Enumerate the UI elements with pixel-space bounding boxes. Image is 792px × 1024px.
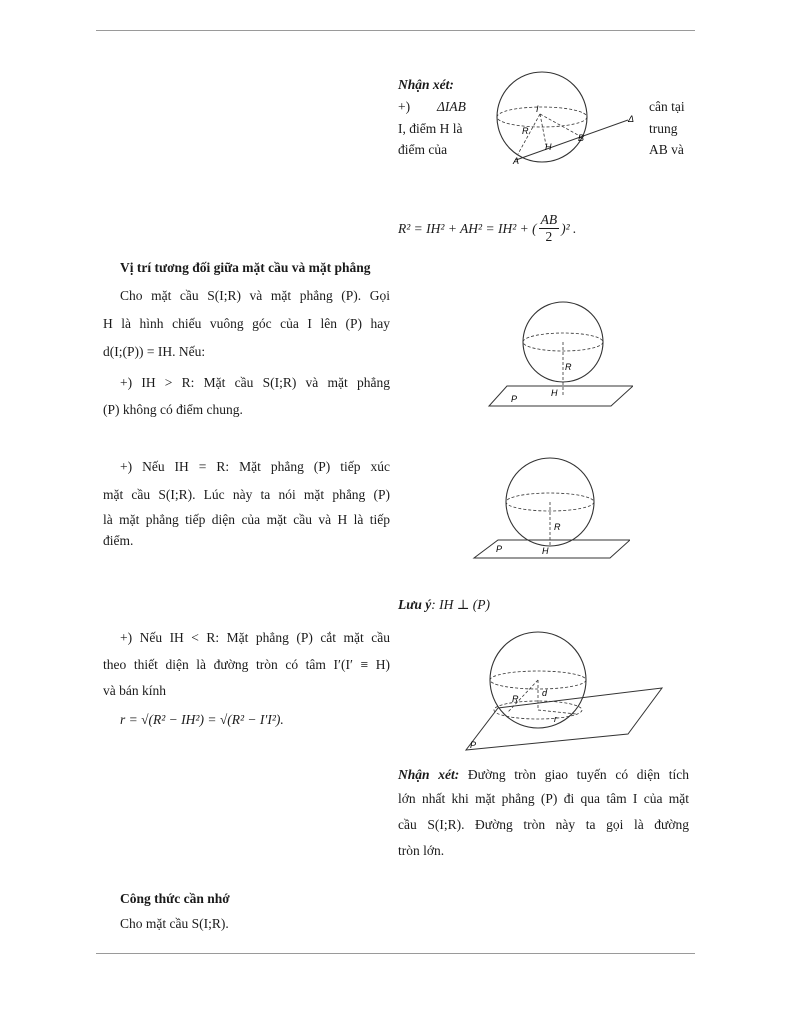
section-heading-relative-position: Vị trí tương đối giữa mặt cầu và mặt phẳng xyxy=(120,260,371,275)
intro-line-2: H là hình chiếu vuông góc của I lên (P) hay xyxy=(103,316,390,331)
note-label: Lưu ý xyxy=(398,597,432,612)
formula-lhs: R² = IH² + AH² = IH² + ( xyxy=(398,220,537,236)
remark-1-line-2c: trung xyxy=(649,121,678,136)
fig4-label-d: d xyxy=(542,688,548,698)
sphere-line-figure xyxy=(470,62,650,172)
fig4-label-r: R xyxy=(512,694,519,704)
fig2-label-r: R xyxy=(565,362,572,372)
sphere-intersect-figure xyxy=(458,630,664,754)
remark-1-title: Nhận xét: xyxy=(398,77,454,92)
case-3-line-1: +) Nếu IH < R: Mặt phẳng (P) cắt mặt cầu xyxy=(120,630,390,645)
remark-2-text-1: Đường tròn giao tuyến có diện tích xyxy=(459,767,689,782)
remark-1-line-1a: +) xyxy=(398,99,411,114)
case-2-line-4: điểm. xyxy=(103,533,134,548)
formula-numerator: AB xyxy=(540,212,558,227)
case-3-line-2: theo thiết diện là đường tròn có tâm I′(I′ ≡ H) xyxy=(103,657,390,672)
fig4-label-small-r: r xyxy=(554,714,557,724)
sphere-no-intersection-figure xyxy=(483,298,633,410)
intro-line-1: Cho mặt cầu S(I;R) và mặt phẳng (P). Gọi xyxy=(120,288,390,303)
formula-pythagoras xyxy=(398,212,576,245)
remark-2-line-2: lớn nhất khi mặt phẳng (P) đi qua tâm I của mặt xyxy=(398,791,689,806)
case-3-radius-formula: r = √(R² − IH²) = √(R² − I′I²). xyxy=(120,712,284,727)
remark-2-line-1 xyxy=(398,762,689,788)
case-2-line-2: mặt cầu S(I;R). Lúc này ta nói mặt phẳng (P) xyxy=(103,487,390,502)
bottom-rule xyxy=(96,953,695,954)
formulas-intro: Cho mặt cầu S(I;R). xyxy=(120,916,229,931)
case-1-line-1: +) IH > R: Mặt cầu S(I;R) và mặt phẳng xyxy=(120,375,390,390)
fig1-label-i: I xyxy=(536,104,539,114)
top-rule xyxy=(96,30,695,31)
intro-line-3: d(I;(P)) = IH. Nếu: xyxy=(103,344,206,359)
formula-rhs: )² . xyxy=(561,220,577,236)
fig3-label-h: H xyxy=(542,546,549,556)
case-1-line-2: (P) không có điểm chung. xyxy=(103,402,243,417)
fig3-label-p: P xyxy=(496,544,503,554)
fig1-label-b: B xyxy=(578,133,585,143)
fig4-label-p: P xyxy=(470,740,477,750)
fig2-label-h: H xyxy=(551,388,558,398)
formula-denominator: 2 xyxy=(545,229,553,244)
fig3-label-r: R xyxy=(554,522,561,532)
case-3-line-3: và bán kính xyxy=(103,683,166,698)
fig1-label-a: A xyxy=(513,156,520,166)
case-2-line-3: là mặt phẳng tiếp diện của mặt cầu và H là tiếp xyxy=(103,512,390,527)
fig1-label-r: R xyxy=(522,126,529,136)
remark-1-line-3a: điểm của xyxy=(398,142,448,157)
remark-2-line-3: cầu S(I;R). Đường tròn này ta gọi là đường xyxy=(398,817,689,832)
remark-1-line-2a: I, điểm H là xyxy=(398,121,463,136)
fig1-label-delta: Δ xyxy=(628,114,635,124)
remark-2-title: Nhận xét: xyxy=(398,767,460,782)
remark-1-line-1b: ΔIAB xyxy=(437,99,466,114)
note-text: : IH ⊥ (P) xyxy=(431,597,491,612)
fig2-label-p: P xyxy=(511,394,518,404)
remark-1-line-1c: cân tại xyxy=(649,99,685,114)
sphere-tangent-figure xyxy=(470,456,630,560)
section-heading-formulas: Công thức cần nhớ xyxy=(120,891,230,906)
remark-2-line-4: tròn lớn. xyxy=(398,843,445,858)
remark-1-line-3c: AB và xyxy=(649,142,684,157)
note-perpendicular xyxy=(398,592,490,618)
case-2-line-1: +) Nếu IH = R: Mặt phẳng (P) tiếp xúc xyxy=(120,459,390,474)
fig1-label-h: H xyxy=(545,142,552,152)
formula-fraction xyxy=(539,212,560,245)
